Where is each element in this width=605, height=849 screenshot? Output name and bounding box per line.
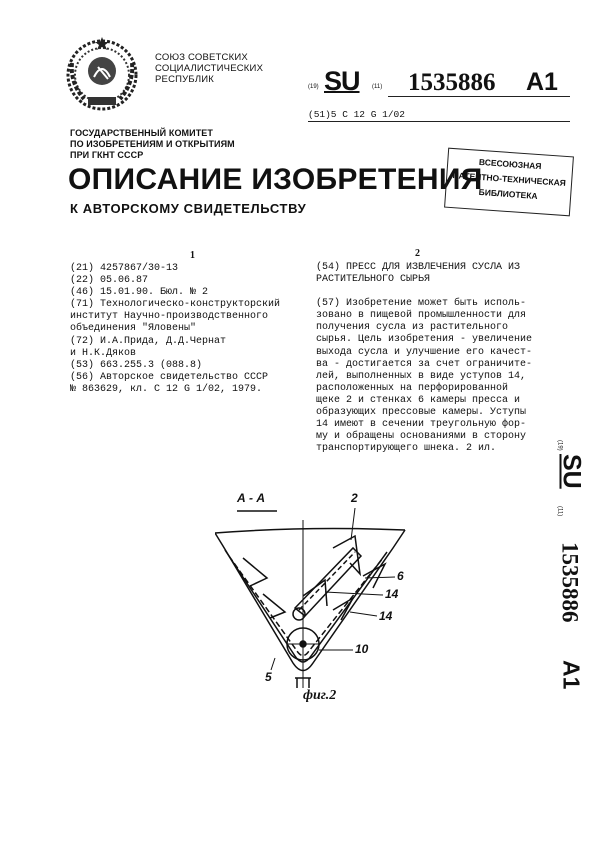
abstract-line: щеке 2 и стенках 6 камеры пресса и (316, 394, 521, 406)
biblio-line: объединения "Яловены" (70, 323, 197, 335)
figure-caption: фиг.2 (303, 688, 337, 703)
abstract-line: 14 имеют в сечении треугольную фор- (316, 419, 527, 431)
country-name (155, 52, 263, 85)
committee-name (70, 128, 235, 161)
biblio-line: и Н.К.Дяков (70, 347, 137, 359)
library-stamp (444, 148, 574, 217)
country-line: РЕСПУБЛИК (155, 74, 215, 85)
biblio-line: (53) 663.255.3 (088.8) (70, 359, 203, 371)
side-inid-code-19: (19) (556, 440, 562, 451)
biblio-line: (46) 15.01.90. Бюл. № 2 (70, 287, 209, 299)
abstract-line: получения сусла из растительного (316, 322, 509, 334)
biblio-line: № 863629, кл. С 12 G 1/02, 1979. (70, 383, 263, 395)
column-number-2: 2 (415, 248, 420, 259)
label-cheek: 2 (351, 491, 358, 505)
underline (388, 96, 570, 97)
label-ledge: 14 (379, 609, 393, 623)
abstract-line: выхода сусла и улучшение его качест- (316, 346, 533, 358)
side-patent-number: 1535886 (557, 542, 582, 623)
side-kind-code: A1 (558, 660, 584, 690)
label-ledge: 14 (385, 587, 399, 601)
stamp-line: ПАТЕНТНО-ТЕХНИЧЕСКАЯ (452, 170, 567, 188)
committee-line: ГОСУДАРСТВЕННЫЙ КОМИТЕТ (70, 128, 214, 138)
abstract-line: транспортирующего шнека. 2 ил. (316, 443, 497, 455)
document-subtitle: К АВТОРСКОМУ СВИДЕТЕЛЬСТВУ (70, 201, 307, 216)
biblio-line: (22) 05.06.87 (70, 275, 149, 287)
bibliographic-data (70, 263, 280, 396)
label-chamber: 5 (265, 670, 272, 684)
label-wall: 6 (397, 569, 404, 583)
abstract-line: ва - достигается за счет ограничите- (316, 358, 533, 370)
ipc-classification: (51)5 С 12 G 1/02 (308, 109, 570, 122)
abstract-line: расположенных на перфорированной (316, 382, 509, 394)
abstract (316, 298, 548, 455)
inid-code-19: (19) (308, 84, 319, 90)
committee-line: ПО ИЗОБРЕТЕНИЯМ И ОТКРЫТИЯМ (70, 139, 235, 149)
invention-title (316, 262, 548, 286)
biblio-line: (71) Технологическо-конструкторский (70, 299, 281, 311)
right-column (316, 262, 548, 455)
country-line: СОЮЗ СОВЕТСКИХ (155, 52, 248, 63)
biblio-line: (56) Авторское свидетельство СССР (70, 371, 269, 383)
side-patent-label (545, 440, 590, 702)
patent-number-block (308, 66, 570, 98)
country-code: SU (324, 66, 360, 96)
stamp-line: БИБЛИОТЕКА (478, 186, 538, 202)
country-line: СОЦИАЛИСТИЧЕСКИХ (155, 63, 264, 74)
document-title: ОПИСАНИЕ ИЗОБРЕТЕНИЯ (68, 163, 483, 196)
abstract-line: зовано в пищевой промышленности для (316, 310, 527, 322)
patent-number: 1535886 (408, 69, 496, 96)
abstract-line: образующих прессовые камеры. Уступы (316, 407, 527, 419)
abstract-line: му и обращены основаниями в сторону (316, 431, 527, 443)
abstract-line: лей, выполненных в виде уступов 14, (316, 370, 527, 382)
biblio-line: институт Научно-производственного (70, 311, 269, 323)
biblio-line: (21) 4257867/30-13 (70, 263, 179, 274)
ussr-emblem-icon (62, 33, 142, 113)
figure-2 (215, 478, 415, 708)
side-country-code: SU (557, 454, 585, 489)
side-inid-code-11: (11) (556, 506, 562, 517)
inid-code-11: (11) (372, 84, 383, 90)
section-label: А - А (237, 491, 265, 505)
invention-title-line: (54) ПРЕСС ДЛЯ ИЗВЛЕЧЕНИЯ СУСЛА ИЗ (316, 262, 521, 273)
abstract-line: сырья. Цель изобретения - увеличение (316, 334, 533, 346)
committee-line: ПРИ ГКНТ СССР (70, 150, 144, 160)
column-number-1: 1 (190, 250, 195, 261)
label-screw: 10 (355, 642, 369, 656)
invention-title-line: РАСТИТЕЛЬНОГО СЫРЬЯ (316, 274, 431, 286)
biblio-line: (72) И.А.Прида, Д.Д.Чернат (70, 335, 227, 347)
kind-code: A1 (526, 68, 558, 96)
stamp-line: ВСЕСОЮЗНАЯ (478, 156, 542, 172)
abstract-line: (57) Изобретение может быть исполь- (316, 298, 527, 310)
